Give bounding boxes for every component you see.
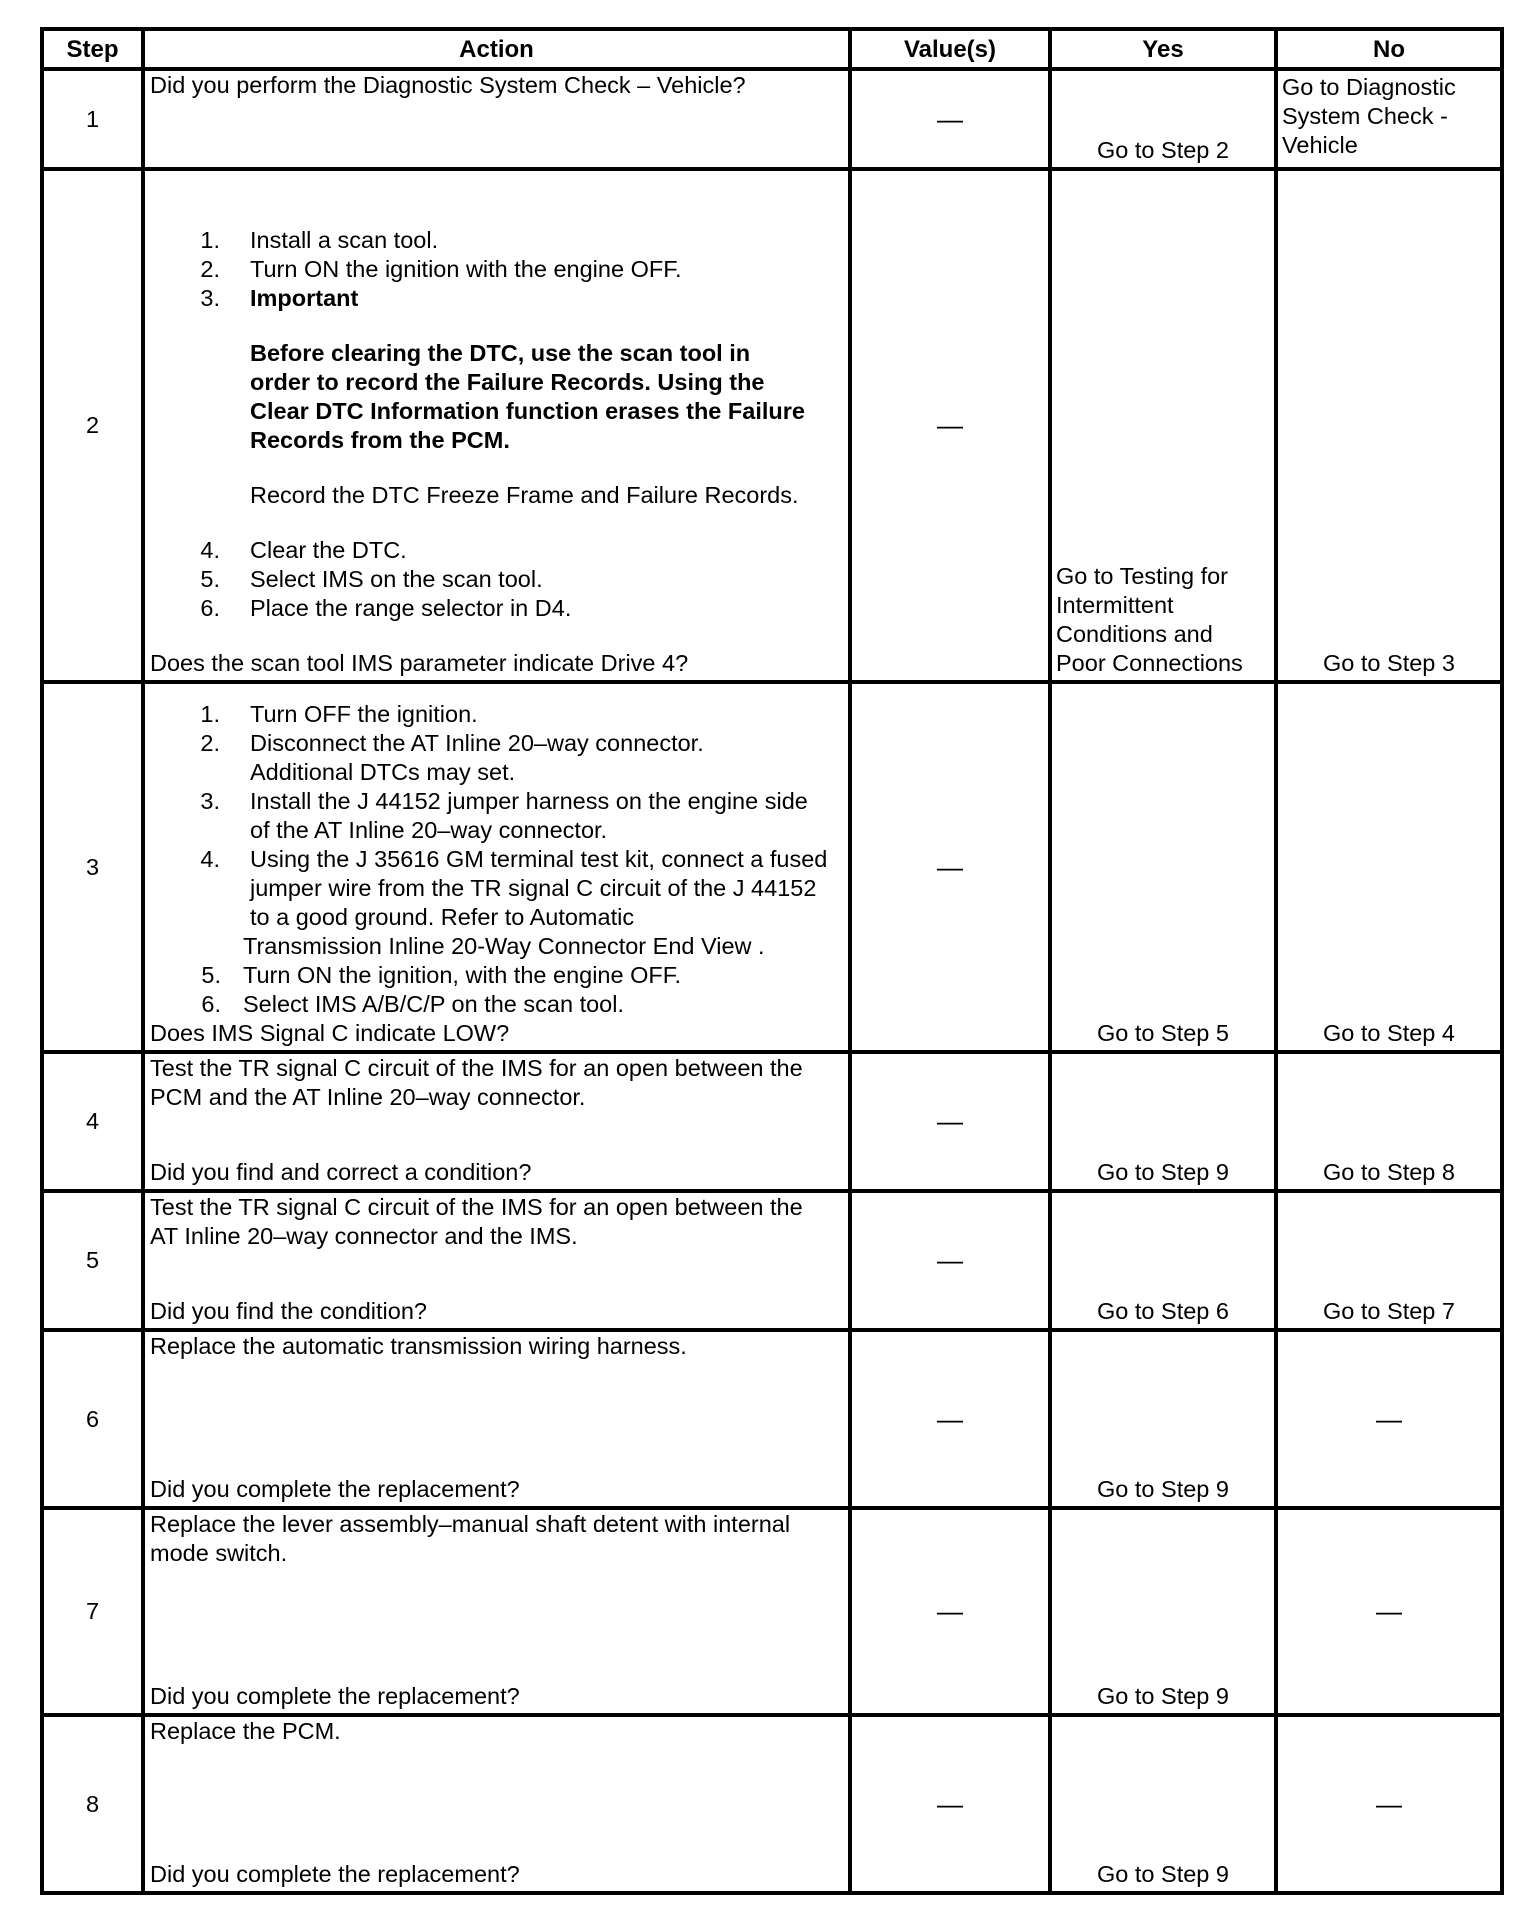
list-item xyxy=(150,729,842,787)
list-item xyxy=(150,226,842,255)
important-heading: Important xyxy=(250,285,359,311)
action-cell xyxy=(143,1191,850,1330)
action-cell xyxy=(143,1330,850,1508)
yes-cell xyxy=(1050,1508,1276,1715)
table-row xyxy=(42,1508,1502,1715)
action-cell xyxy=(143,682,850,1052)
action-steps xyxy=(150,226,842,313)
item-text: Select IMS on the scan tool. xyxy=(250,566,543,592)
item-number: 6. xyxy=(201,991,221,1017)
value-cell: — xyxy=(850,169,1050,682)
step-number: 2 xyxy=(42,169,143,682)
item-text: Turn ON the ignition, with the engine OFF. xyxy=(243,962,682,988)
value-cell: — xyxy=(850,69,1050,169)
yes-cell xyxy=(1050,169,1276,682)
value-cell: — xyxy=(850,682,1050,1052)
no-cell xyxy=(1276,1191,1502,1330)
action-text: Replace the lever assembly–manual shaft detent with internal mode switch. xyxy=(150,1511,791,1566)
diagnostic-table xyxy=(40,27,1504,1895)
list-item xyxy=(150,594,842,623)
action-cell xyxy=(143,1508,850,1715)
header-no: No xyxy=(1276,29,1502,69)
no-cell: — xyxy=(1276,1508,1502,1715)
record-instruction: Record the DTC Freeze Frame and Failure Records. xyxy=(250,482,799,508)
no-link[interactable]: Go to Step 4 xyxy=(1323,1020,1455,1046)
header-row xyxy=(42,29,1502,69)
yes-link[interactable]: Go to Step 6 xyxy=(1097,1298,1229,1324)
step-number: 8 xyxy=(42,1715,143,1893)
yes-link[interactable]: Go to Step 9 xyxy=(1097,1861,1229,1887)
item-number: 1. xyxy=(200,227,220,253)
list-item xyxy=(150,787,842,845)
item-number: 4. xyxy=(200,537,220,563)
list-item xyxy=(150,284,842,313)
item-number: 1. xyxy=(200,701,220,727)
value-cell: — xyxy=(850,1191,1050,1330)
yes-link[interactable]: Go to Step 9 xyxy=(1097,1476,1229,1502)
header-step: Step xyxy=(42,29,143,69)
no-link[interactable]: Go to Diagnostic System Check - Vehicle xyxy=(1282,74,1456,158)
action-text: Replace the PCM. xyxy=(150,1718,341,1744)
no-cell xyxy=(1276,169,1502,682)
value-cell: — xyxy=(850,1330,1050,1508)
list-item xyxy=(150,932,842,961)
value-cell: — xyxy=(850,1508,1050,1715)
table-row xyxy=(42,69,1502,169)
table-row xyxy=(42,1191,1502,1330)
item-number: 2. xyxy=(200,256,220,282)
yes-cell xyxy=(1050,1191,1276,1330)
table-row xyxy=(42,682,1502,1052)
value-cell: — xyxy=(850,1052,1050,1191)
item-text: Disconnect the AT Inline 20–way connector. Additional DTCs may set. xyxy=(250,730,704,785)
action-text: Test the TR signal C circuit of the IMS for an open between the PCM and the AT Inline 20–way connector. xyxy=(150,1055,803,1110)
step-number: 5 xyxy=(42,1191,143,1330)
action-question: Did you complete the replacement? xyxy=(150,1476,520,1502)
list-item xyxy=(150,536,842,565)
action-text: Replace the automatic transmission wiring harness. xyxy=(150,1333,687,1359)
item-number: 3. xyxy=(200,788,220,814)
item-number: 2. xyxy=(200,730,220,756)
list-item xyxy=(150,255,842,284)
no-link[interactable]: Go to Step 3 xyxy=(1323,650,1455,676)
item-text: Turn ON the ignition with the engine OFF. xyxy=(250,256,682,282)
no-link[interactable]: Go to Step 8 xyxy=(1323,1159,1455,1185)
yes-link[interactable]: Go to Step 5 xyxy=(1097,1020,1229,1046)
header-yes: Yes xyxy=(1050,29,1276,69)
no-cell xyxy=(1276,1052,1502,1191)
action-question: Did you complete the replacement? xyxy=(150,1683,520,1709)
item-text: Install the J 44152 jumper harness on the engine side of the AT Inline 20–way connector. xyxy=(250,788,808,843)
item-text: Using the J 35616 GM terminal test kit, connect a fused jumper wire from the TR signal C circuit of the J 44152 to a good ground. Refer to Automatic xyxy=(250,846,828,930)
table-row xyxy=(42,1715,1502,1893)
action-cell xyxy=(143,169,850,682)
action-question: Does IMS Signal C indicate LOW? xyxy=(150,1020,510,1046)
step-number: 3 xyxy=(42,682,143,1052)
list-item xyxy=(150,961,842,990)
action-question: Does the scan tool IMS parameter indicate Drive 4? xyxy=(150,650,689,676)
table-row xyxy=(42,169,1502,682)
item-number: 4. xyxy=(200,846,220,872)
step-number: 7 xyxy=(42,1508,143,1715)
action-question: Did you perform the Diagnostic System Check – Vehicle? xyxy=(150,72,746,98)
item-number: 6. xyxy=(200,595,220,621)
no-link[interactable]: Go to Step 7 xyxy=(1323,1298,1455,1324)
action-cell xyxy=(143,1052,850,1191)
action-question: Did you complete the replacement? xyxy=(150,1861,520,1887)
yes-link[interactable]: Go to Step 9 xyxy=(1097,1159,1229,1185)
step-number: 4 xyxy=(42,1052,143,1191)
action-question: Did you find the condition? xyxy=(150,1298,427,1324)
item-text: Clear the DTC. xyxy=(250,537,407,563)
action-question: Did you find and correct a condition? xyxy=(150,1159,532,1185)
important-notice: Before clearing the DTC, use the scan tool in order to record the Failure Records. Using the Clear DTC Information function erases the Failure Records from the PCM. xyxy=(250,340,805,453)
yes-link[interactable]: Go to Step 9 xyxy=(1097,1683,1229,1709)
item-text: Place the range selector in D4. xyxy=(250,595,572,621)
yes-link[interactable]: Go to Testing for Intermittent Conditions and Poor Connections xyxy=(1056,563,1243,676)
list-item xyxy=(150,565,842,594)
yes-cell xyxy=(1050,1052,1276,1191)
action-text: Test the TR signal C circuit of the IMS for an open between the AT Inline 20–way connector and the IMS. xyxy=(150,1194,803,1249)
yes-link[interactable]: Go to Step 2 xyxy=(1097,137,1229,163)
item-text: Transmission Inline 20-Way Connector End View . xyxy=(243,933,765,959)
action-cell xyxy=(143,69,850,169)
yes-cell xyxy=(1050,682,1276,1052)
item-text: Install a scan tool. xyxy=(250,227,439,253)
header-action: Action xyxy=(143,29,850,69)
item-number: 3. xyxy=(200,285,220,311)
action-steps-continued xyxy=(150,536,842,623)
list-item xyxy=(150,845,842,932)
item-number: 5. xyxy=(201,962,221,988)
item-text: Turn OFF the ignition. xyxy=(250,701,478,727)
yes-cell xyxy=(1050,69,1276,169)
action-steps xyxy=(150,700,842,1019)
item-text: Select IMS A/B/C/P on the scan tool. xyxy=(243,991,624,1017)
yes-cell xyxy=(1050,1330,1276,1508)
no-cell: — xyxy=(1276,1715,1502,1893)
item-number: 5. xyxy=(200,566,220,592)
step-number: 6 xyxy=(42,1330,143,1508)
list-item xyxy=(150,990,842,1019)
table-row xyxy=(42,1330,1502,1508)
action-cell xyxy=(143,1715,850,1893)
no-cell xyxy=(1276,69,1502,169)
yes-cell xyxy=(1050,1715,1276,1893)
table-row xyxy=(42,1052,1502,1191)
header-values: Value(s) xyxy=(850,29,1050,69)
item-number xyxy=(150,932,243,961)
no-cell xyxy=(1276,682,1502,1052)
no-cell: — xyxy=(1276,1330,1502,1508)
value-cell: — xyxy=(850,1715,1050,1893)
list-item xyxy=(150,700,842,729)
step-number: 1 xyxy=(42,69,143,169)
